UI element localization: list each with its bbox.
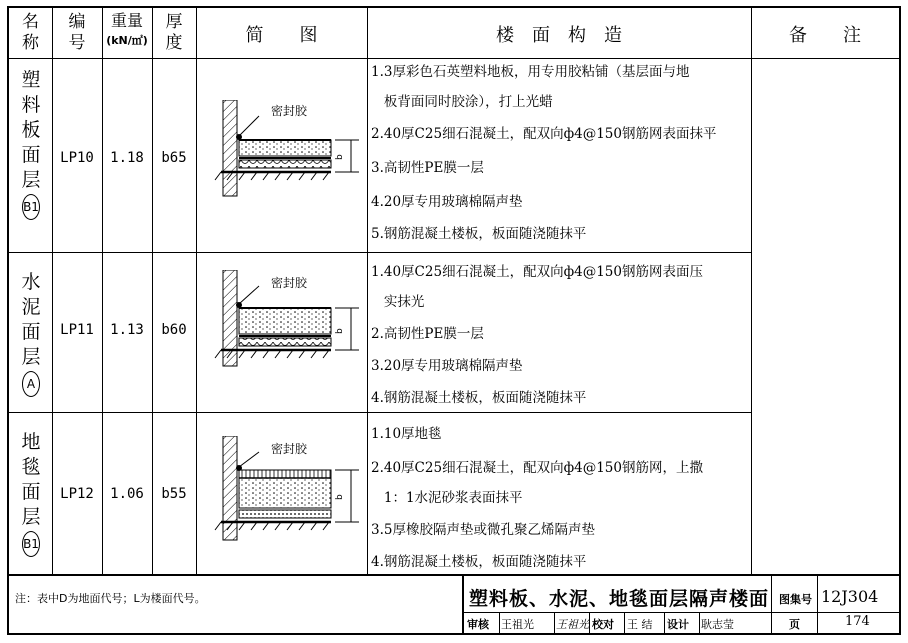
designer-name: 耿志莹 [701, 618, 734, 631]
row3-name: 地 毯 面 层 B1 [13, 430, 49, 557]
row2-seal-label: 密封胶 [271, 276, 308, 290]
row-divider-1 [9, 252, 751, 253]
header-name: 名称 [22, 12, 39, 53]
row2-step: 3.20厚专用玻璃棉隔声垫 [371, 358, 523, 374]
design-label: 设计 [667, 618, 689, 631]
row2-grade-badge: A [22, 371, 40, 397]
row1-code: LP10 [60, 150, 94, 166]
row3-step: 1：1水泥砂浆表面抹平 [371, 490, 523, 506]
reviewer-signature: 王祖光 [556, 618, 589, 631]
col-divider-thickness [196, 8, 197, 574]
sig-div-2 [554, 612, 555, 633]
row2-dim-label: b [335, 328, 345, 334]
row3-step: 3.5厚橡胶隔声垫或微孔聚乙烯隔声垫 [371, 522, 595, 538]
page-number: 174 [845, 614, 870, 629]
row1-grade-badge: B1 [22, 194, 40, 220]
atlas-label: 图集号 [779, 593, 812, 606]
checker-name: 王 结 [627, 618, 653, 631]
col-divider-diagram [367, 8, 368, 574]
row2-thickness: b60 [161, 322, 187, 338]
row3-step: 1.10厚地毯 [371, 426, 442, 442]
row1-step: 板背面同时胶涂），打上光蜡 [371, 94, 553, 110]
header-remark: 备 注 [789, 25, 861, 46]
header-weight: 重量 (kN/㎡) [106, 11, 148, 47]
row3-code: LP12 [60, 486, 94, 502]
row1-weight: 1.18 [110, 150, 144, 166]
sig-div-5 [664, 612, 665, 633]
header-construction: 楼 面 构 造 [496, 25, 622, 46]
row2-name: 水 泥 面 层 A [13, 270, 49, 397]
row3-weight: 1.06 [110, 486, 144, 502]
row2-section-diagram [209, 270, 359, 380]
table-bottom [9, 574, 899, 576]
review-label: 审核 [467, 618, 489, 631]
row-divider-2 [9, 412, 751, 413]
col-divider-construction [751, 8, 752, 574]
row3-grade-badge: B1 [22, 531, 40, 557]
page-label: 页 [789, 618, 800, 631]
row1-step: 2.40厚C25细石混凝土，配双向ф4@150钢筋网表面抹平 [371, 126, 717, 142]
row2-step: 实抹光 [371, 294, 425, 310]
reviewer-name: 王祖光 [501, 618, 534, 631]
row2-step: 4.钢筋混凝土楼板，板面随浇随抹平 [371, 390, 587, 406]
sig-div-6 [699, 612, 700, 633]
row1-dim-label: b [335, 154, 345, 160]
header-divider [9, 58, 899, 59]
row3-step: 2.40厚C25细石混凝土，配双向ф4@150钢筋网，上撒 [371, 460, 703, 476]
sig-div-4 [624, 612, 625, 633]
row3-section-diagram [209, 436, 359, 556]
title-block-mid [771, 574, 772, 633]
row1-thickness: b65 [161, 150, 187, 166]
title-block-divider [462, 612, 899, 613]
title-block-left [462, 574, 464, 633]
row1-step: 3.高韧性PE膜一层 [371, 160, 484, 176]
sig-div-1 [499, 612, 500, 633]
row1-name: 塑 料 板 面 层 B1 [13, 68, 49, 220]
row2-step: 1.40厚C25细石混凝土，配双向ф4@150钢筋网表面压 [371, 264, 703, 280]
row2-code: LP11 [60, 322, 94, 338]
row1-step: 1.3厚彩色石英塑料地板，用专用胶粘铺（基层面与地 [371, 64, 690, 80]
header-diagram: 简 图 [245, 25, 318, 46]
row2-step: 2.高韧性PE膜一层 [371, 326, 484, 342]
row3-step: 4.钢筋混凝土楼板，板面随浇随抹平 [371, 554, 587, 570]
row3-thickness: b55 [161, 486, 187, 502]
row1-step: 4.20厚专用玻璃棉隔声垫 [371, 194, 523, 210]
atlas-number: 12J304 [821, 587, 879, 606]
header-thickness: 厚度 [165, 12, 183, 53]
title-block-atlas [817, 574, 818, 633]
row1-seal-label: 密封胶 [271, 104, 308, 118]
check-label: 校对 [592, 618, 614, 631]
header-code: 编号 [68, 12, 86, 53]
row2-weight: 1.13 [110, 322, 144, 338]
row3-dim-label: b [335, 494, 345, 500]
drawing-sheet [7, 6, 901, 635]
drawing-title: 塑料板、水泥、地毯面层隔声楼面 [468, 588, 769, 610]
footnote: 注：表中D为地面代号；L为楼面代号。 [15, 592, 206, 605]
row3-seal-label: 密封胶 [271, 442, 308, 456]
row1-section-diagram [209, 100, 359, 210]
row1-step: 5.钢筋混凝土楼板，板面随浇随抹平 [371, 226, 587, 242]
sig-div-3 [589, 612, 590, 633]
